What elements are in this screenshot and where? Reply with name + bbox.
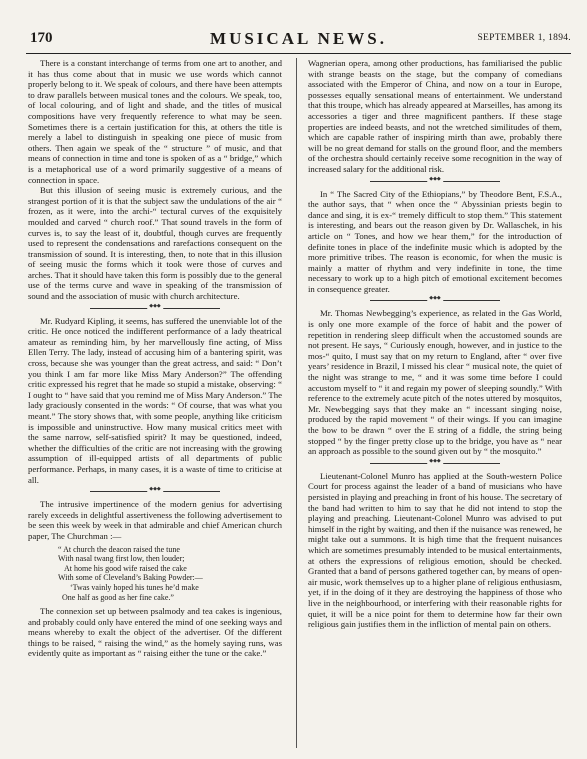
article-paragraph: Wagnerian opera, among other productions, has familiarised the public with strange beasts on the stage, but the company of comedians associated with the Emperor of China, and now on a tour in Europe, possesses equally sensational means of entertainment. We understand that this troupe, which has already appeared at Marseilles, has among its accessories a tiger and three magnificent panthers. If these stage properties are indeed beasts, and not the wretched similitudes of them, which are capable rather of inspiring mirth than awe, probably there will be no great demand for stalls on the ground floor, and the members of the orchestra should certainly receive some recognition in the way of increased salary for the additional risk. [308,58,562,174]
verse-line: With some of Cleveland’s Baking Powder:— [58,573,203,583]
header-rule [26,53,571,54]
page-header [26,30,571,50]
section-separator [90,306,220,310]
masthead-title: MUSICAL NEWS. [210,29,387,48]
section-separator [370,298,500,302]
verse-line: With nasal twang first low, then louder; [58,554,185,564]
article-paragraph: There is a constant interchange of terms from one art to another, and it has thus come about that in music we use words which cannot properly belong to it. We speak of colours, and there have been attempts to draw parallels between musical tones and the colours. We speak, too, of local colouring, and of light and shade, and the titles of musical compositions have very frequently reference to what may be seen. Sometimes there is a certain justification for this, at others the title is merely a label to distinguish in speaking one piece of music from others. Then again we speak of the “ structure ” of music, and that means of connection in time and tone is spoken of as a “ bridge,” which is a metaphorical use of a word primarily suggestive of a means of connection in space. [28,58,282,185]
left-column [28,58,282,663]
page-number: 170 [30,30,53,46]
verse-line: ‘Twas vainly hoped his tunes he’d make [70,582,199,592]
verse-line: One half as good as her fine cake.” [62,592,174,602]
article-paragraph: Lieutenant-Colonel Munro has applied at the South-western Police Court for process against the leader of a band of musicians who have persisted in playing and preaching in front of his house. The secretary of the band had written to him to say that he did not intend to stop the playing and preaching. Lieutenant-Colonel Munro was advised to put himself in the right by waiting, and then if the nuisance was renewed, he might take out a summons. It is high time that the frequent nuisances which are sometimes presumably intended to be musical entertainments, at others the expressions of religious emotion, should be checked. Granted that a band of persons gathered together can, by means of open-air music, work themselves up to a higher plane of religious enthusiasm, yet, if in the doing of it they are destroying the happiness of those who live in the neighbourhood, or interfering with their reasonable rights for quiet, it will be a nice point for them to determine how far their own religious gain justifies them in the infliction of mental pain on others. [308,470,562,630]
column-divider [296,58,297,748]
section-separator [90,489,220,493]
verse-line: “ At church the deacon raised the tune [58,544,180,554]
article-paragraph: Mr. Thomas Newbegging’s experience, as related in the Gas World, is only one more example of the force of habit and the power of repetition in rendering sleep difficult when the accustomed sounds are not present. He says, “ Curiously enough, however, and in justice to the mos-“ quito, I must say that on my return to England, after “ over five years’ residence in Brazil, I missed his clear “ musical note, the quiet of the night was strange to me, “ and it was some time before I could accustom myself to “ it and regain my power of sleeping soundly.” With reference to the extremely acute pitch of the notes uttered by mosquitos, Mr. Newbegging says that they make an “ incessant singing noise, produced by the rapid movement “ of their wings. If you can imagine the bow to be drawn “ over the E string of a fiddle, the string being stopped “ by the finger pretty close up to the bridge, you have as “ near an approach as possible to the sound given out by “ the mosquito.” [308,308,562,457]
advertisement-verse [28,545,282,603]
article-paragraph: But this illusion of seeing music is extremely curious, and the strangest portion of it is that the subject saw the undulations of the air “ frozen, as it were, into the archi-“ tectural curves of the exquisitely moulded and carved “ church roof.” That sound travels in the form of curves is, to say the least of it, doubtful, though curves are frequently used to represent the condensations and rarefactions consequent on the transmission of sound. It is interesting, then, to note that in this illusion of seeing music the forms which it took were those of curves and arches. That it should have taken this form is possibly due to the general use of the terms curve and wave in speaking of the transmission of sound and the association of music with church architecture. [28,185,282,302]
article-paragraph: Mr. Rudyard Kipling, it seems, has suffered the unenviable lot of the critic. He once noticed the indifferent performance of a lady theatrical amateur as reminding him, by her marvellously fine acting, of Miss Ellen Terry. The lady, instead of accusing him of a bantering spirit, was cross, because she was younger than the great actress, and said: “ Don’t you think I am far more like Miss Mary Anderson?” The offending critic expressed his regret that he made so stupid a mistake, observing: “ I ought to “ have said that you remind me of Miss Mary Anderson.” The lady graciously consented in the words: “ Of course, that was what you meant.” The story shows that, with some people, anything like criticism is impossible and uninstructive. How many musical critics meet with the same narrow, self-satisfied spirit? It may be questioned, indeed, whether the difficulties of the critic are not increasing with the growing assumption of ill-equipped artists of all departments of public performance. Perhaps, in many cases, it is a waste of time to criticise at all. [28,315,282,485]
right-column [308,58,562,634]
article-paragraph: The intrusive impertinence of the modern genius for advertising rarely exceeds in delightful assertiveness the following advertisement to be seen this week by week in that admirable and chief American church paper, The Churchman :— [28,499,282,541]
article-paragraph: The connexion set up between psalmody and tea cakes is ingenious, and probably could only have entered the mind of one seeking ways and means whereby to exalt the object of the advertiser. Of the different things to be raised, “ raising the wind,” as the homely saying runs, was evidently quite as important as “ raising either the tune or the cake.” [28,606,282,659]
section-separator [370,461,500,465]
issue-date: SEPTEMBER 1, 1894. [477,33,571,43]
article-paragraph: In “ The Sacred City of the Ethiopians,” by Theodore Bent, F.S.A., the author says, that “ when once the “ Abyssinian priests begin to dance and sing, it is ex-“ tremely difficult to stop them.” This statement is interesting, and bears out the reason given by Dr. Wallaschek, in his article on “ Tones, and how we hear them,” for the introduction of definite tones in place of the indefinite music which is adopted by the more primitive tribes. The reason is economic, for when the music is mainly a matter of rhythm and very indefinite in tone, the time necessary to work up to a high pitch of emotional excitement becomes in consequence greater. [308,188,562,294]
verse-line: At home his good wife raised the cake [64,563,187,573]
section-separator [370,179,500,183]
